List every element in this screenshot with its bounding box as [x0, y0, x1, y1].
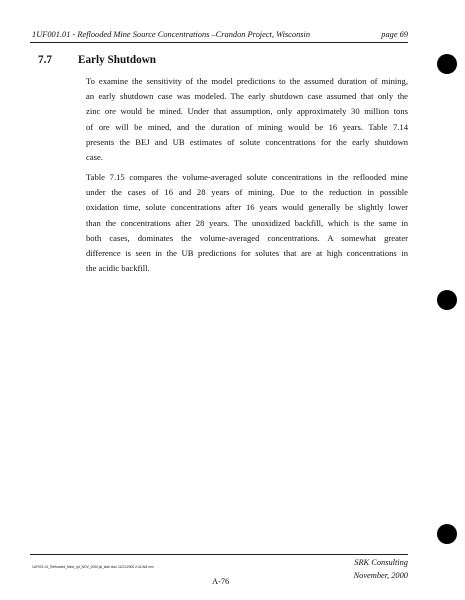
- paragraph-line: zinc ore would be mined. Under that assumption, only approximately 30 million tons: [86, 106, 408, 117]
- footer-page-number: A-76: [212, 577, 230, 586]
- paragraph-line: of ore will be mined, and the duration of mining would be 16 years. Table 7.14: [86, 121, 408, 132]
- header-document-title: 1UF001.01 - Reflooded Mine Source Concentrations –Crandon Project, Wisconsin: [32, 30, 311, 39]
- paragraph-line: case.: [86, 152, 103, 163]
- paragraph-line: oxidation time, solute concentrations after 16 years would generally be slightly lower: [86, 202, 408, 213]
- paragraph-line: To examine the sensitivity of the model predictions to the assumed duration of mining,: [86, 76, 408, 86]
- paragraph-line: Table 7.15 compares the volume-averaged solute concentrations in the reflooded mine: [86, 172, 408, 182]
- section-title: Early Shutdown: [78, 54, 157, 66]
- binder-hole-bottom: [437, 524, 457, 544]
- paragraph-2: [86, 170, 408, 276]
- footer-company: SRK Consulting: [354, 558, 408, 567]
- paragraph-line: than the concentrations after 28 years. The unoxidized backfill, which is the same in: [86, 217, 408, 228]
- binder-hole-top: [437, 54, 457, 74]
- paragraph-line: the acidic backfill.: [86, 263, 150, 274]
- footer-date: November, 2000: [353, 571, 408, 580]
- section-number: 7.7: [38, 54, 52, 66]
- paragraph-line: difference is seen in the UB predictions for solutes that are at high concentrations in: [86, 248, 408, 259]
- header-rule: [30, 42, 408, 43]
- paragraph-line: both cases, dominates the volume-averaged concentrations. A somewhat greater: [86, 232, 408, 243]
- paragraph-line: presents the BEJ and UB estimates of solute concentrations for the early shutdown: [86, 136, 408, 147]
- paragraph-1: [86, 74, 408, 165]
- paragraph-line: under the cases of 16 and 28 years of mining. Due to the reduction in possible: [86, 187, 408, 198]
- paragraph-line: an early shutdown case was modeled. The early shutdown case assumed that only the: [86, 91, 408, 102]
- footer-file-path: 1UF001.01_Reflooded_Mine_rpt_NOV_2000.jsl_slde.doc/ 11/21/2000 2:42 AM mm: [32, 565, 154, 569]
- header-page-label: page 69: [381, 30, 408, 39]
- binder-hole-middle: [437, 290, 457, 310]
- footer-rule: [30, 554, 408, 555]
